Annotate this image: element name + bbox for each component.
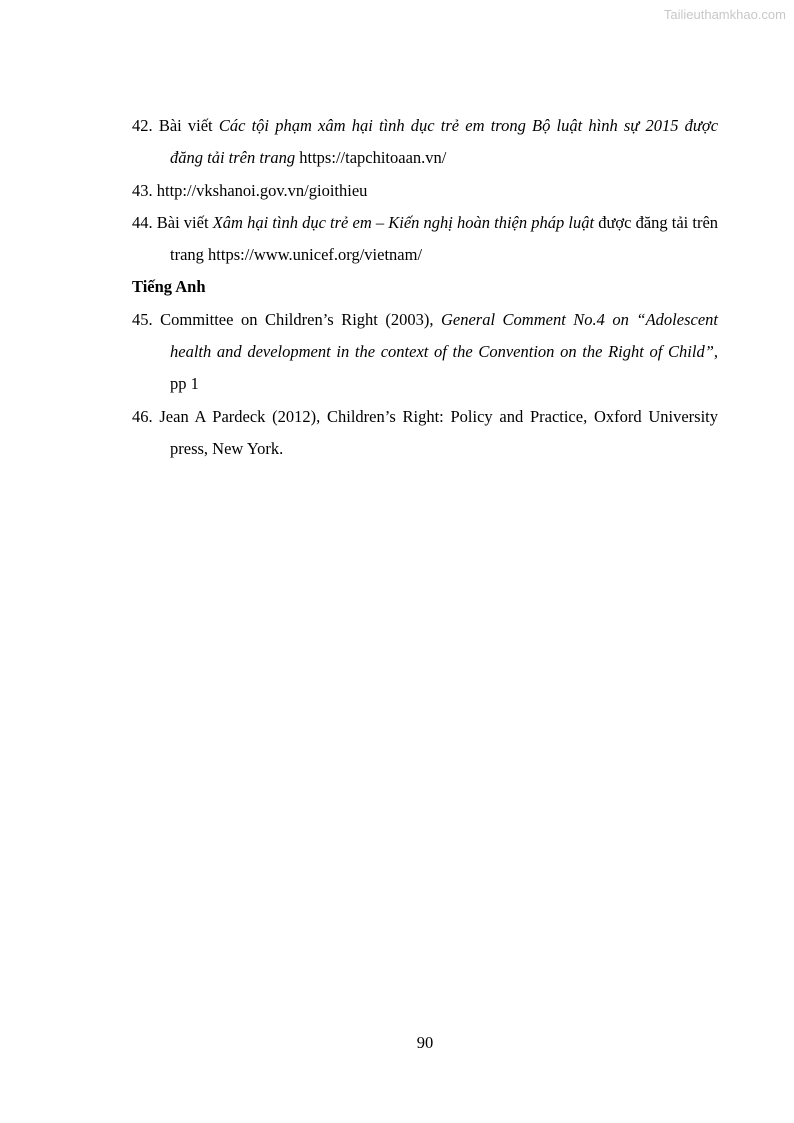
reference-source: , pp 1 xyxy=(170,342,718,394)
page-number: 90 xyxy=(416,1033,434,1052)
reference-item-43 xyxy=(132,175,718,207)
reference-prefix: Committee on Children’s Right (2003), xyxy=(160,309,434,329)
reference-item-45 xyxy=(132,304,718,401)
reference-prefix: Bài viết xyxy=(158,116,213,135)
reference-text: Jean A Pardeck (2012), Children’s Right: Policy and Practice, Oxford University press, New York. xyxy=(159,406,718,458)
reference-item-46 xyxy=(132,401,718,466)
reference-title: Các tội phạm xâm hại tình dục trẻ em trong Bộ luật hình sự 2015 được đăng tải trên trang xyxy=(170,116,719,168)
reference-source: https://tapchitoaan.vn/ xyxy=(299,148,447,168)
reference-item-44 xyxy=(132,207,718,272)
reference-title: Xâm hại tình dục trẻ em – Kiến nghị hoàn thiện pháp luật xyxy=(212,212,595,232)
reference-number: 42. xyxy=(132,116,153,135)
reference-number: 44. xyxy=(132,212,153,232)
watermark: Tailieuthamkhao.com xyxy=(663,7,786,22)
reference-number: 43. xyxy=(132,180,153,200)
reference-title: General Comment No.4 on “Adolescent health and development in the context of the Convention on the Right of Child” xyxy=(170,309,718,362)
reference-url: http://vkshanoi.gov.vn/gioithieu xyxy=(156,180,368,200)
reference-number: 45. xyxy=(132,309,153,329)
reference-prefix: Bài viết xyxy=(156,212,209,232)
reference-list xyxy=(132,110,718,465)
reference-source: được đăng tải trên trang https://www.unicef.org/vietnam/ xyxy=(170,212,719,265)
reference-item-42 xyxy=(132,110,718,175)
reference-number: 46. xyxy=(132,406,153,426)
section-heading: Tiếng Anh xyxy=(132,277,206,297)
